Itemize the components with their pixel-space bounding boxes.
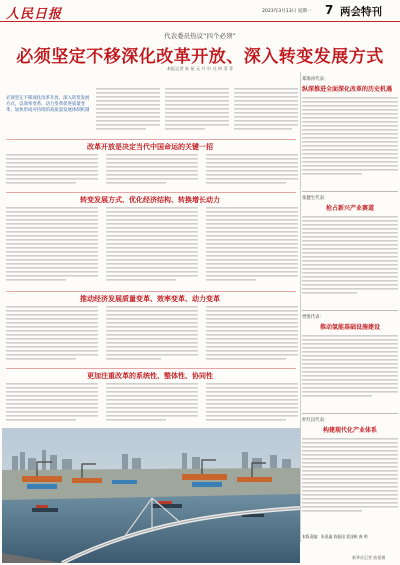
section-heading-2: 转变发展方式、优化经济结构、转换增长动力 [80,196,220,204]
news-photo [2,428,300,563]
rc-item-label: 杜红良代表： [302,418,329,423]
rc-item [302,76,398,187]
right-column [302,76,398,540]
harbor-bridge-photo [2,428,300,563]
byline: 本报记者 朱 星 元 开 尔 凡 何 菲 菲 [166,66,234,71]
rc-item [302,314,398,409]
rc-text-lines [302,93,398,183]
section-1-text [6,154,298,190]
rc-item-title: 抢占新兴产业赛道 [325,205,374,212]
rc-text-lines [302,212,398,302]
body-text-lines [6,383,298,427]
summary-text: 必须坚定不移深化改革开放、深入转变发展方式，以效率变革、动力变革促进质量变革，加快形成可持续的高质量发展体制机制 [6,96,90,113]
section-rule [6,139,296,140]
section-rule [6,291,296,292]
section-3-text [6,306,298,366]
body-text-area [96,88,298,134]
rc-item-title: 推动氢能基础设施建设 [319,324,380,331]
rc-item [302,195,398,306]
newspaper-logo: 人民日报 [6,7,63,22]
body-text-lines [6,154,298,190]
rc-separator [302,413,398,414]
rc-text-lines [302,434,398,528]
rc-item-label: 张健生代表： [302,196,329,201]
body-text-lines [96,88,298,134]
headline: 必须坚定不移深化改革开放、深入转变发展方式 [16,47,384,67]
rc-separator [302,310,398,311]
kicker: 代表委员热议“四个必须” [164,32,236,40]
rc-item-title: 构建现代化产业体系 [322,427,377,434]
section-rule [6,192,296,193]
summary-block [6,96,92,114]
section-2-text [6,207,298,289]
section-4-text [6,383,298,427]
body-text-lines [6,306,298,366]
section-heading-4: 更加注重改革的系统性、整体性、协同性 [87,372,213,380]
page-number: 7 [325,3,334,17]
rc-text-lines [302,331,398,405]
section-name: 两会特刊 [340,6,382,18]
issue-date: 2023年3月13日 星期一 [262,9,312,14]
section-heading-3: 推动经济发展质量变革、效率变革、动力变革 [80,295,220,303]
rc-separator [302,191,398,192]
editors-credit: 本版责编：朱嘉鑫 陈振国 贾淦彬 曲 明 [302,534,368,539]
rc-item-title: 纵深推进全面深化改革的历史机遇 [302,86,393,93]
column-divider [300,72,301,542]
photo-credit: 新华社记者 曲嘉摄 [352,555,386,560]
rc-item [302,417,398,532]
body-text-lines [6,207,298,289]
rc-item-label: 郑海涛代表： [302,77,329,82]
section-heading-1: 改革开放是决定当代中国命运的关键一招 [87,143,213,151]
section-rule [6,368,296,369]
rc-item-label: 贾凯代表： [302,315,324,320]
